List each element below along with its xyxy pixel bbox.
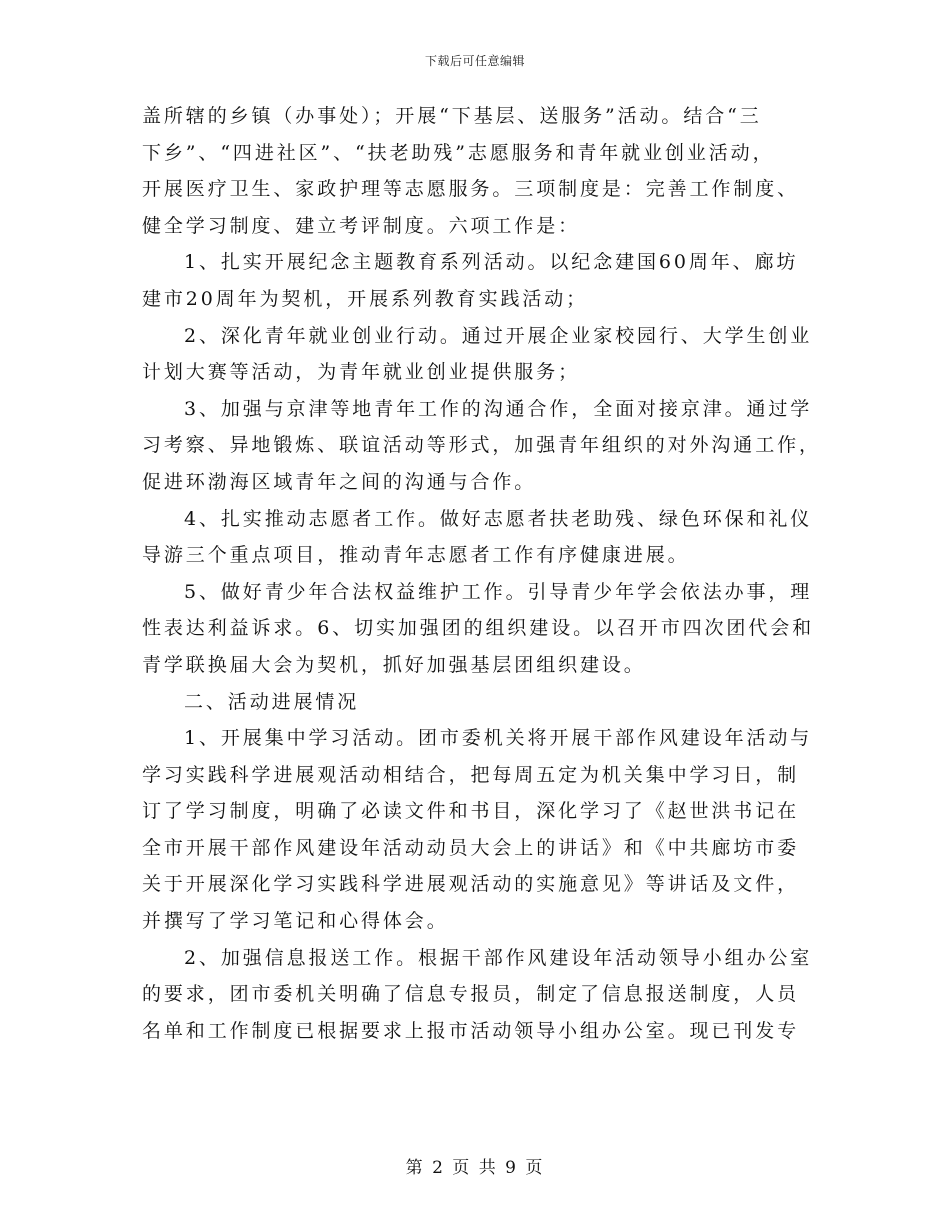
text-line: 学习实践科学进展观活动相结合，把每周五定为机关集中学习日，制 <box>142 763 800 786</box>
text-line: 计划大赛等活动，为青年就业创业提供服务； <box>142 361 581 384</box>
text-line: 订了学习制度，明确了必读文件和书目，深化学习了《赵世洪书记在 <box>142 800 800 823</box>
document-body <box>142 98 821 1049</box>
paragraph-start-line: 5、做好青少年合法权益维护工作。引导青少年学会依法办事，理 <box>184 580 813 603</box>
text-line: 青学联换届大会为契机，抓好加强基层团组织建设。 <box>142 653 646 676</box>
paragraph-start-line: 1、开展集中学习活动。团市委机关将开展干部作风建设年活动与 <box>184 727 813 750</box>
page-header: 下载后可任意编辑 <box>424 54 525 68</box>
paragraph-start-line: 4、扎实推动志愿者工作。做好志愿者扶老助残、绿色环保和礼仪 <box>184 507 813 530</box>
text-line: 关于开展深化学习实践科学进展观活动的实施意见》等讲话及文件， <box>142 873 800 896</box>
paragraph-start-line: 2、深化青年就业创业行动。通过开展企业家校园行、大学生创业 <box>184 324 813 347</box>
text-line: 建市20周年为契机，开展系列教育实践活动； <box>142 287 589 310</box>
paragraph-start-line: 1、扎实开展纪念主题教育系列活动。以纪念建国60周年、廊坊 <box>184 251 799 274</box>
page-number-footer: 第 2 页 共 9 页 <box>405 1158 545 1178</box>
text-line: 促进环渤海区域青年之间的沟通与合作。 <box>142 470 537 493</box>
text-line: 性表达利益诉求。6、切实加强团的组织建设。以召开市四次团代会和 <box>142 617 814 640</box>
text-line: 并撰写了学习笔记和心得体会。 <box>142 910 449 933</box>
paragraph-start-line: 2、加强信息报送工作。根据干部作风建设年活动领导小组办公室 <box>184 946 813 969</box>
text-line: 名单和工作制度已根据要求上报市活动领导小组办公室。现已刊发专 <box>142 1019 800 1042</box>
paragraph-start-line: 3、加强与京津等地青年工作的沟通合作，全面对接京津。通过学 <box>184 397 813 420</box>
text-line: 盖所辖的乡镇（办事处）；开展“下基层、送服务”活动。结合“三 <box>142 105 762 127</box>
text-line: 全市开展干部作风建设年活动动员大会上的讲话》和《中共廊坊市委 <box>142 836 800 859</box>
text-line: 下乡”、“四进社区”、“扶老助残”志愿服务和青年就业创业活动， <box>142 141 775 164</box>
text-line: 导游三个重点项目，推动青年志愿者工作有序健康进展。 <box>142 544 690 567</box>
text-line: 的要求，团市委机关明确了信息专报员，制定了信息报送制度，人员 <box>142 983 800 1006</box>
text-line: 习考察、异地锻炼、联谊活动等形式，加强青年组织的对外沟通工作， <box>142 434 821 457</box>
text-line: 健全学习制度、建立考评制度。六项工作是： <box>142 214 581 237</box>
text-line: 开展医疗卫生、家政护理等志愿服务。三项制度是：完善工作制度、 <box>142 178 800 201</box>
section-heading: 二、活动进展情况 <box>184 690 360 713</box>
